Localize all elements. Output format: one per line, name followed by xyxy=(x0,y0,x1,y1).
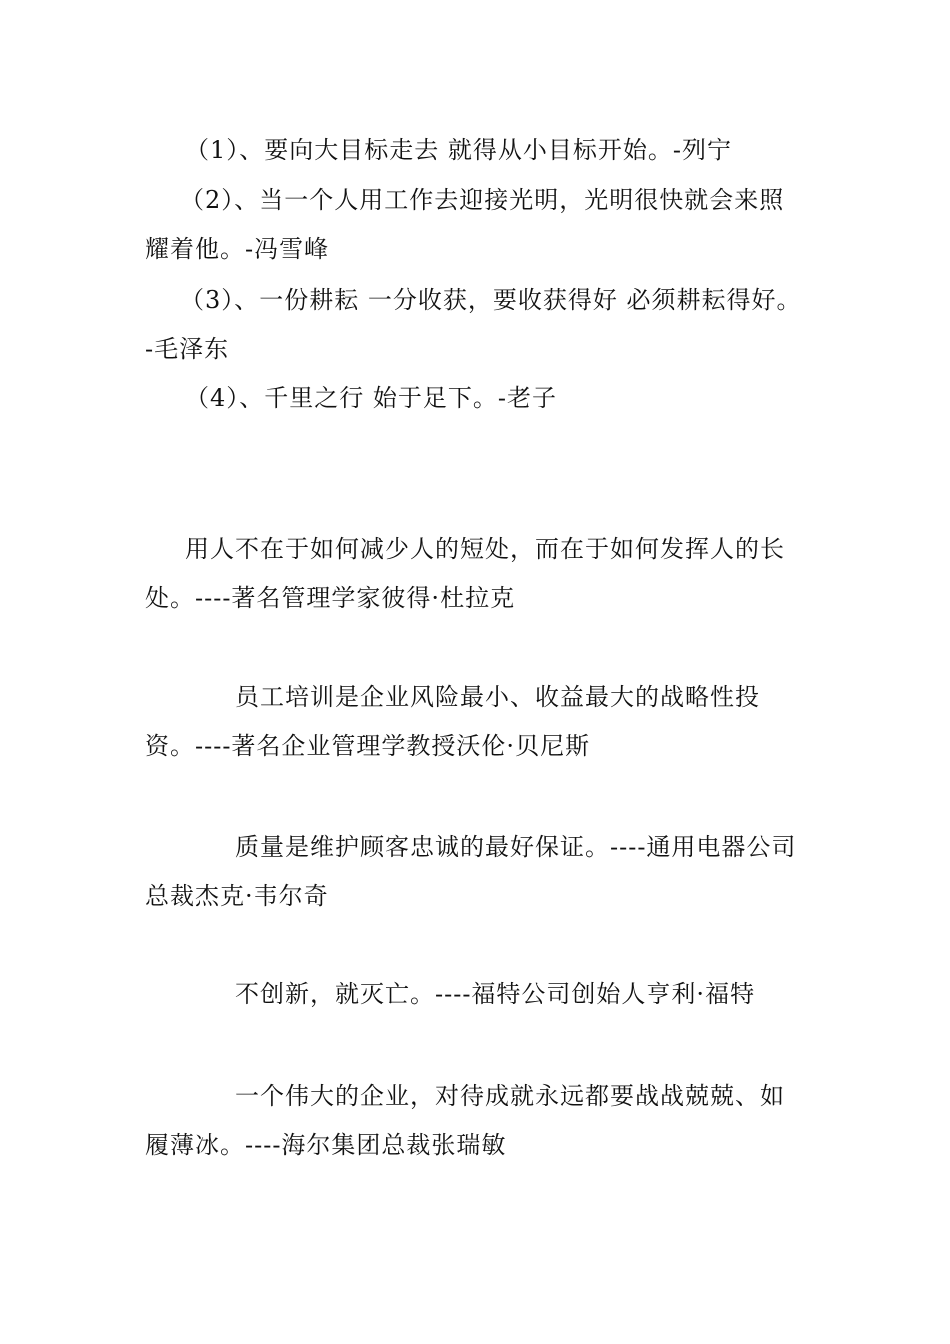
quote-management-3: 质量是维护顾客忠诚的最好保证。----通用电器公司总裁杰克·韦尔奇 xyxy=(145,833,797,910)
quote-management-4: 不创新，就灭亡。----福特公司创始人亨利·福特 xyxy=(235,980,756,1008)
quote-numbered-3: （3）、一份耕耘 一分收获，要收获得好 必须耕耘得好。-毛泽东 xyxy=(145,286,802,363)
quote-numbered-1: （1）、要向大目标走去 就得从小目标开始。-列宁 xyxy=(185,136,733,164)
quote-management-1: 用人不在于如何减少人的短处，而在于如何发挥人的长处。----著名管理学家彼得·杜拉克 xyxy=(145,535,785,612)
quote-numbered-2: （2）、当一个人用工作去迎接光明，光明很快就会来照耀着他。-冯雪峰 xyxy=(145,186,785,263)
quote-management-5: 一个伟大的企业，对待成就永远都要战战兢兢、如履薄冰。----海尔集团总裁张瑞敏 xyxy=(145,1082,785,1159)
quote-numbered-4: （4）、千里之行 始于足下。-老子 xyxy=(185,384,558,412)
quote-management-2: 员工培训是企业风险最小、收益最大的战略性投资。----著名企业管理学教授沃伦·贝尼斯 xyxy=(145,683,760,760)
